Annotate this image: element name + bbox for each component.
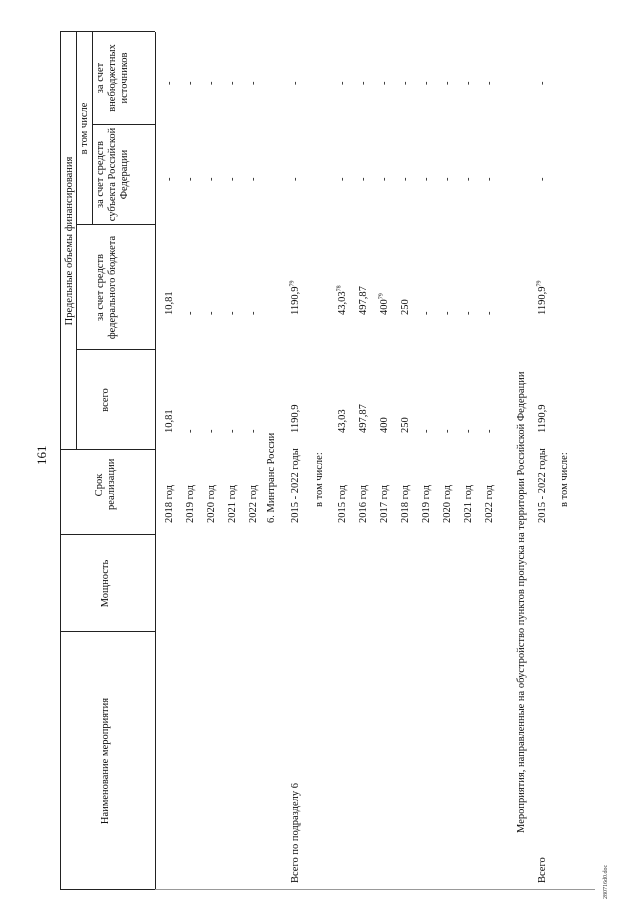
- extra-cell: -: [358, 81, 369, 85]
- total-cell: -: [484, 429, 495, 433]
- federal-cell: -: [185, 311, 196, 315]
- federal-cell: 497,87: [358, 286, 369, 315]
- extra-cell: -: [484, 81, 495, 85]
- funding-title-divider: [76, 32, 77, 450]
- footnote-marker: 79: [378, 293, 385, 300]
- document-code: 280716d0.doc: [603, 864, 609, 899]
- period-cell: 2018 год: [400, 485, 411, 523]
- period-cell: 2020 год: [442, 485, 453, 523]
- page-number: 161: [34, 445, 49, 465]
- total-cell: 400: [379, 417, 390, 433]
- federal-cell: -: [463, 311, 474, 315]
- federal-cell: -: [248, 311, 259, 315]
- regional-cell: -: [358, 177, 369, 181]
- total-cell: 250: [400, 417, 411, 433]
- header-including: в том числе: [79, 102, 90, 155]
- total-cell: -: [442, 429, 453, 433]
- total-cell: -: [421, 429, 432, 433]
- extra-cell: -: [400, 81, 411, 85]
- regional-cell: -: [400, 177, 411, 181]
- period-cell: 2022 год: [248, 485, 259, 523]
- extra-cell: -: [337, 81, 348, 85]
- table-left-border: [155, 889, 595, 890]
- total-cell: 43,03: [337, 409, 348, 433]
- regional-cell: -: [290, 177, 301, 181]
- header-total: всего: [100, 388, 111, 412]
- header-bottom-border: [155, 32, 156, 890]
- grand-total-label: Всего: [537, 857, 548, 883]
- including-label: в том числе:: [559, 452, 570, 507]
- header-federal: за счет средств федерального бюджета: [95, 235, 118, 340]
- regional-cell: -: [537, 177, 548, 181]
- footnote-marker: 78: [336, 285, 343, 292]
- extra-cell: -: [442, 81, 453, 85]
- extra-cell: -: [227, 81, 238, 85]
- federal-cell: $400^{79}$: [378, 293, 390, 315]
- total-cell: -: [248, 429, 259, 433]
- federal-cell: 1190,9$^{79}$: [536, 280, 548, 315]
- extra-cell: -: [463, 81, 474, 85]
- executor-label: 6. Минтранс России: [266, 432, 277, 523]
- period-cell: 2022 год: [484, 485, 495, 523]
- federal-cell: -: [421, 311, 432, 315]
- regional-cell: -: [185, 177, 196, 181]
- regional-cell: -: [442, 177, 453, 181]
- extra-cell: -: [185, 81, 196, 85]
- federal-cell: -: [484, 311, 495, 315]
- federal-cell: -: [206, 311, 217, 315]
- subtotal-label: Всего по подразделу 6: [290, 782, 301, 883]
- period-cell: 2021 год: [463, 485, 474, 523]
- total-cell: 10,81: [164, 409, 175, 433]
- regional-cell: -: [248, 177, 259, 181]
- measures-heading: Мероприятия, направленные на обустройство пунктов пропуска на территории Российской Федерации: [516, 371, 527, 833]
- total-cell: -: [463, 429, 474, 433]
- federal-cell: 1190,9$^{79}$: [289, 280, 301, 315]
- including-label: в том числе:: [314, 452, 325, 507]
- col-divider-extra: [92, 124, 155, 125]
- regional-cell: -: [421, 177, 432, 181]
- federal-cell: 250: [400, 299, 411, 315]
- period-cell: 2015 год: [337, 485, 348, 523]
- table-top-border: [60, 32, 61, 890]
- total-cell: 1190,9: [290, 404, 301, 433]
- extra-cell: -: [379, 81, 390, 85]
- total-cell: -: [185, 429, 196, 433]
- total-cell: -: [206, 429, 217, 433]
- col-divider-federal: [76, 349, 155, 350]
- extra-cell: -: [537, 81, 548, 85]
- total-cell: 1190,9: [537, 404, 548, 433]
- extra-cell: -: [248, 81, 259, 85]
- period-cell: 2019 год: [421, 485, 432, 523]
- footnote-marker: 79: [536, 280, 543, 287]
- regional-cell: -: [337, 177, 348, 181]
- period-cell: 2016 год: [358, 485, 369, 523]
- federal-cell: -: [227, 311, 238, 315]
- regional-cell: -: [463, 177, 474, 181]
- header-regional: за счет средств субъекта Российской Федерации: [95, 127, 130, 222]
- period-cell: 2015 - 2022 годы: [290, 448, 301, 523]
- federal-cell: -: [442, 311, 453, 315]
- period-cell: 2020 год: [206, 485, 217, 523]
- extra-cell: -: [164, 81, 175, 85]
- including-divider: [92, 32, 93, 225]
- extra-cell: -: [421, 81, 432, 85]
- period-cell: 2015 - 2022 годы: [537, 448, 548, 523]
- regional-cell: -: [164, 177, 175, 181]
- federal-cell: 43,03$^{78}$: [336, 285, 348, 315]
- regional-cell: -: [206, 177, 217, 181]
- regional-cell: -: [227, 177, 238, 181]
- header-capacity: Мощность: [100, 559, 111, 608]
- footnote-marker: 79: [289, 280, 296, 287]
- period-cell: 2017 год: [379, 485, 390, 523]
- total-cell: 497,87: [358, 404, 369, 433]
- header-funding: Предельные объемы финансирования: [64, 156, 75, 326]
- extra-cell: -: [206, 81, 217, 85]
- federal-cell: 10,81: [164, 291, 175, 315]
- period-cell: 2018 год: [164, 485, 175, 523]
- header-term: Срок реализации: [94, 458, 117, 510]
- extra-cell: -: [290, 81, 301, 85]
- regional-cell: -: [379, 177, 390, 181]
- period-cell: 2021 год: [227, 485, 238, 523]
- period-cell: 2019 год: [185, 485, 196, 523]
- regional-cell: -: [484, 177, 495, 181]
- header-name: Наименование мероприятия: [100, 697, 111, 825]
- total-cell: -: [227, 429, 238, 433]
- header-extra: за счет внебюджетных источников: [95, 44, 130, 112]
